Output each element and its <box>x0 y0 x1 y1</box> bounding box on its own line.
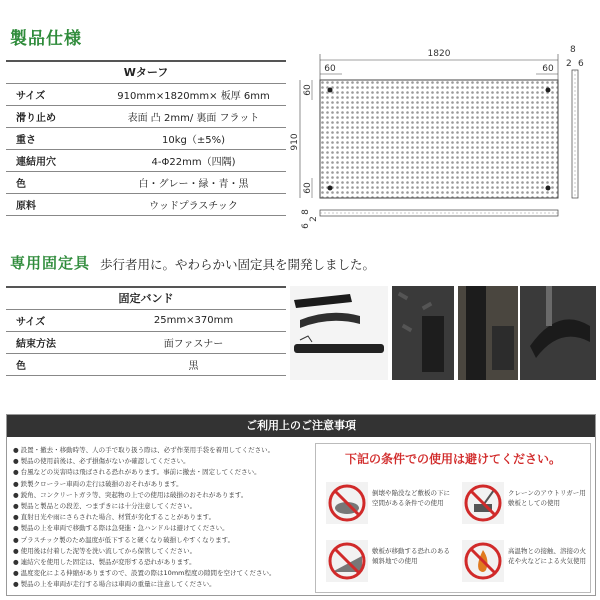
spec-value: 面ファスナー <box>101 331 286 353</box>
warning-item <box>458 480 588 530</box>
spec-label: 色 <box>6 171 101 193</box>
warning-text: 高温物との接触、溶接の火花や火などによる火気使用 <box>508 547 586 565</box>
list-item: ● 製品と製品との段差、つまずきには十分注意してください。 <box>13 501 303 512</box>
dim-thickness: 6 <box>301 223 311 229</box>
mat-photo <box>520 286 596 380</box>
spec-label: 結束方法 <box>6 331 101 353</box>
spec-value: 表面 凸 2mm/ 裏面 フラット <box>101 105 286 127</box>
list-item: ● 設置・撤去・移動時等、人の手で取り扱う際は、必ず作業用手袋を着用してください。 <box>13 445 303 456</box>
list-item: ● 台風などの災害時は飛ばされる恐れがあります。事前に撤去・固定してください。 <box>13 467 303 478</box>
notice-list <box>13 445 303 591</box>
table-row <box>6 127 286 149</box>
warning-item <box>322 480 452 530</box>
spec-value: 10kg（±5%) <box>101 127 286 149</box>
no-fire-icon <box>462 540 504 582</box>
table-row <box>6 83 286 105</box>
spec-table-header: Wターフ <box>6 61 286 83</box>
section-description: 歩行者用に。やわらかい固定具を開発しました。 <box>100 257 376 272</box>
dim-thickness: 8 <box>301 209 311 215</box>
section-title-spec: 製品仕様 <box>10 29 82 49</box>
spec-value: 黒 <box>101 353 286 375</box>
spec-value: 4-Φ22mm（四隅) <box>101 149 286 171</box>
list-item: ● 鉄製クローラー車両の走行は破損のおそれがあります。 <box>13 479 303 490</box>
table-row <box>6 309 286 331</box>
warning-text: 敷板が移動する恐れのある傾斜地での使用 <box>372 547 450 565</box>
table-row <box>6 353 286 375</box>
table-row <box>6 331 286 353</box>
list-item: ● 製品の上を車両が走行する場合は車両の重量に注意してください。 <box>13 579 303 590</box>
spec-label: 滑り止め <box>6 105 101 127</box>
dim-thickness: 6 <box>578 59 584 69</box>
dim-thickness: 2 <box>566 59 572 69</box>
list-item: ● 製品の使用前後は、必ず損傷がないか確認してください。 <box>13 456 303 467</box>
usage-notice-panel <box>6 414 596 596</box>
spec-label: 連結用穴 <box>6 149 101 171</box>
warning-item <box>458 538 588 588</box>
warning-box <box>315 443 591 593</box>
list-item: ● 使用後は付着した泥等を洗い流してから保管してください。 <box>13 546 303 557</box>
no-slope-icon <box>326 540 368 582</box>
spec-value: 910mm×1820mm× 板厚 6mm <box>101 83 286 105</box>
table-row <box>6 193 286 215</box>
no-crane-icon <box>462 482 504 524</box>
warning-text: 倒壊や陥没など敷板の下に空間がある条件での使用 <box>372 489 450 507</box>
spec-table-header: 固定バンド <box>6 287 286 309</box>
warning-item <box>322 538 452 588</box>
section-title-fixture: 専用固定具 <box>10 254 91 272</box>
dim-width: 1820 <box>427 49 451 59</box>
dim-thickness: 2 <box>309 216 319 222</box>
dim-corner: 60 <box>324 64 336 74</box>
dim-height: 910 <box>290 133 300 151</box>
list-item: ● 直射日光や雨にさらされた場合、材質が劣化することがあります。 <box>13 512 303 523</box>
dim-thickness: 8 <box>570 45 576 55</box>
list-item: ● プラスチック製のため温度が低下すると硬くなり破損しやすくなります。 <box>13 535 303 546</box>
warning-text: クレーンのアウトリガー用敷板としての使用 <box>508 489 586 507</box>
spec-table-band <box>6 286 286 376</box>
list-item: ● 鋭角、コンクリートガラ等、突起物の上での使用は破損のおそれがあります。 <box>13 490 303 501</box>
table-row <box>6 171 286 193</box>
spec-label: 重さ <box>6 127 101 149</box>
band-photo <box>290 286 388 380</box>
dim-corner: 60 <box>303 84 313 96</box>
no-ground-icon <box>326 482 368 524</box>
notice-header: ご利用上のご注意事項 <box>7 415 595 437</box>
warning-title: 下記の条件での使用は避けてください。 <box>344 452 561 466</box>
list-item: ● 製品の上を車両で移動する際は急発進・急ハンドルは避けてください。 <box>13 523 303 534</box>
board-dimension-drawing <box>290 40 600 240</box>
list-item: ● 連結穴を使用した固定は、製品が変形する恐れがあります。 <box>13 557 303 568</box>
spec-table-turf <box>6 60 286 216</box>
spec-value: 25mm×370mm <box>101 309 286 331</box>
dim-corner: 60 <box>542 64 554 74</box>
spec-value: ウッドプラスチック <box>101 193 286 215</box>
spec-label: サイズ <box>6 309 101 331</box>
spec-label: サイズ <box>6 83 101 105</box>
spec-label: 原料 <box>6 193 101 215</box>
spec-label: 色 <box>6 353 101 375</box>
table-row <box>6 105 286 127</box>
dim-corner: 60 <box>303 182 313 194</box>
list-item: ● 温度変化による伸縮がありますので、設置の際は10mm程度の隙間を空けてください。 <box>13 568 303 579</box>
spec-value: 白・グレー・緑・青・黒 <box>101 171 286 193</box>
table-row <box>6 149 286 171</box>
mat-photo <box>458 286 518 380</box>
mat-photo <box>392 286 454 380</box>
